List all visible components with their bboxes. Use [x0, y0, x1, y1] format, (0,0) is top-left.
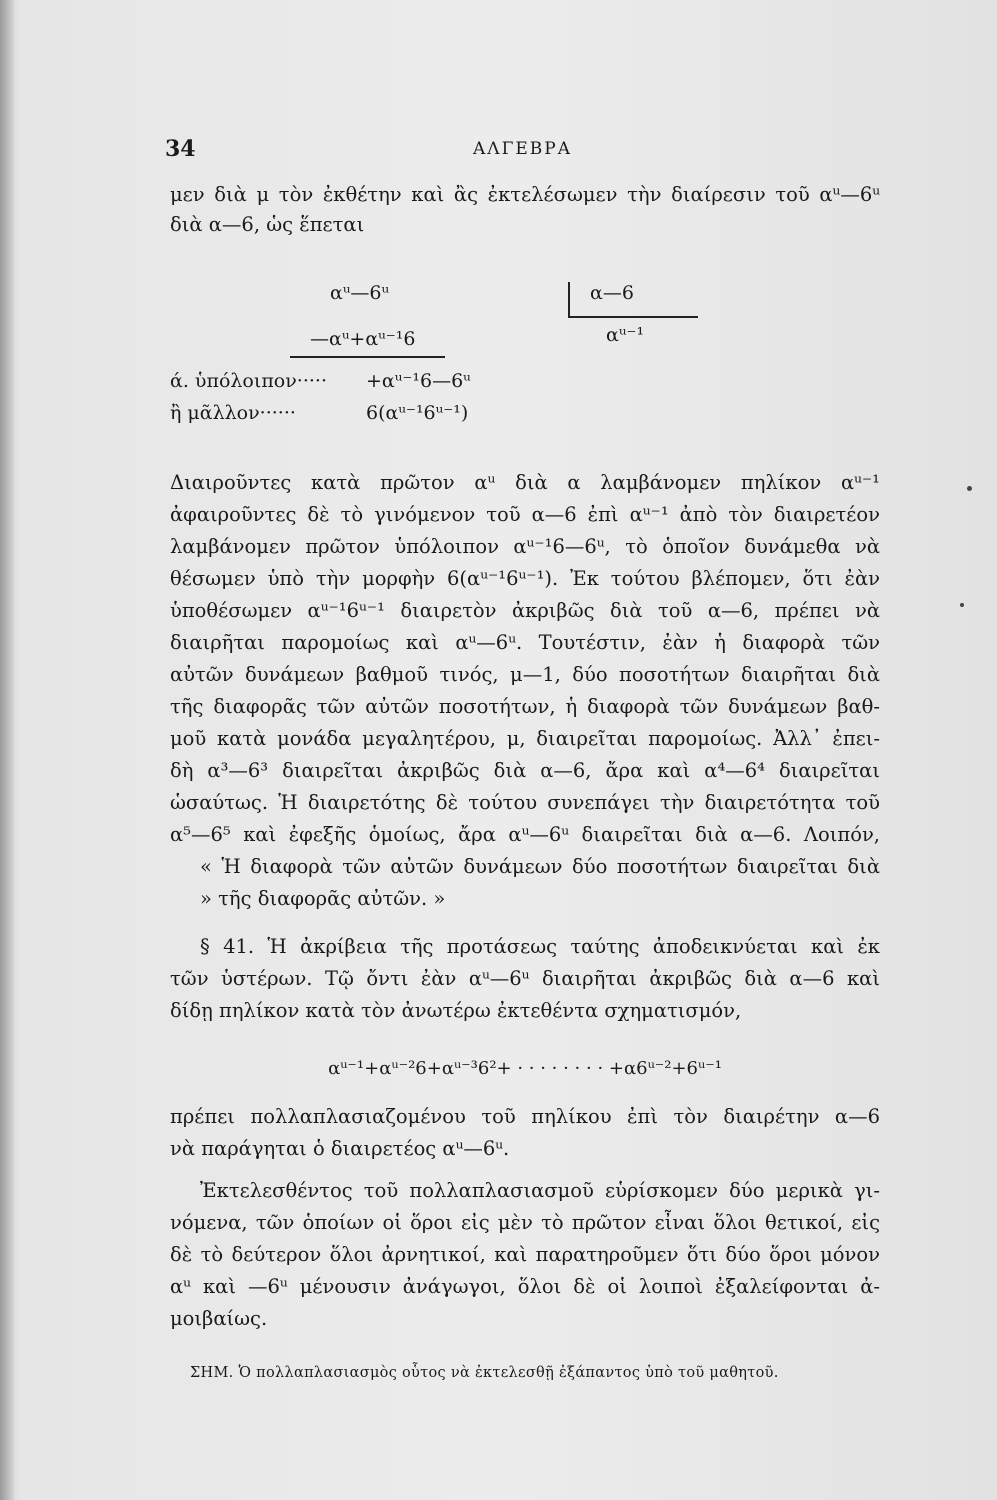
page-number: 34 [165, 136, 196, 162]
divisor-rule [568, 316, 698, 318]
long-division [170, 270, 730, 440]
paragraph-line: ὡσαύτως. Ἡ διαιρετότης δὲ τούτου συνεπάγει τὴν διαιρετότητα τοῦ [170, 791, 880, 814]
paragraph-line: δίδῃ πηλίκον κατὰ τὸν ἀνωτέρω ἐκτεθέντα σχηματισμόν, [170, 999, 742, 1022]
paragraph-line: α⁵—6⁵ καὶ ἐφεξῆς ὁμοίως, ἄρα αᵘ—6ᵘ διαιρεῖται διὰ α—6. Λοιπόν, [170, 823, 880, 846]
rather-expression: 6(αᵘ⁻¹6ᵘ⁻¹) [366, 402, 469, 424]
remainder-label: ά. ὑπόλοιπον····· [170, 370, 327, 392]
intro-line: μεν διὰ μ τὸν ἐκθέτην καὶ ἂς ἐκτελέσωμεν τὴν διαίρεσιν τοῦ αᵘ—6ᵘ [170, 183, 880, 206]
quotient: αᵘ⁻¹ [606, 324, 645, 346]
running-title: ΑΛΓΕΒΡΑ [473, 139, 572, 159]
paragraph-line: πρέπει πολλαπλασιαζομένου τοῦ πηλίκου ἐπὶ τὸν διαιρέτην α—6 [170, 1105, 880, 1128]
paragraph-line: θέσωμεν ὑπὸ τὴν μορφὴν 6(αᵘ⁻¹6ᵘ⁻¹). Ἐκ τούτου βλέπομεν, ὅτι ἐὰν [170, 567, 880, 590]
remainder: +αᵘ⁻¹6—6ᵘ [366, 370, 471, 392]
quotient-formula: αᵘ⁻¹+αᵘ⁻²6+αᵘ⁻³6²+ · · · · · · · · +α6ᵘ⁻²+6ᵘ⁻¹ [328, 1058, 722, 1079]
page-binding-edge [0, 0, 14, 1500]
division-vertical-bar [568, 282, 570, 316]
paragraph-line: μοιβαίως. [170, 1307, 268, 1330]
paragraph-line: τῆς διαφορᾶς τῶν αὐτῶν ποσοτήτων, ἡ διαφορὰ τῶν δυνάμεων βαθ- [170, 695, 880, 718]
quoted-theorem-line: » τῆς διαφορᾶς αὐτῶν. » [200, 887, 446, 910]
ink-speck [967, 486, 972, 491]
paragraph-line: αὐτῶν δυνάμεων βαθμοῦ τινός, μ—1, δύο ποσοτήτων διαιρῆται διὰ [170, 663, 880, 686]
dividend: αᵘ—6ᵘ [330, 282, 390, 304]
ink-speck [960, 603, 964, 607]
subtract-term: —αᵘ+αᵘ⁻¹6 [310, 328, 416, 350]
paragraph-line: δὴ α³—6³ διαιρεῖται ἀκριβῶς διὰ α—6, ἄρα καὶ α⁴—6⁴ διαιρεῖται [170, 759, 880, 782]
divisor: α—6 [590, 282, 634, 304]
paragraph-line: αᵘ καὶ —6ᵘ μένουσιν ἀνάγωγοι, ὅλοι δὲ οἱ λοιποὶ ἐξαλείφονται ἀ- [170, 1275, 880, 1298]
paragraph-line: νόμενα, τῶν ὁποίων οἱ ὅροι εἰς μὲν τὸ πρῶτον εἶναι ὅλοι θετικοί, εἰς [170, 1211, 880, 1234]
paragraph-line: ἀφαιροῦντες δὲ τὸ γινόμενον τοῦ α—6 ἐπὶ αᵘ⁻¹ ἀπὸ τὸν διαιρετέον [170, 503, 880, 526]
paragraph-line: ὑποθέσωμεν αᵘ⁻¹6ᵘ⁻¹ διαιρετὸν ἀκριβῶς διὰ τοῦ α—6, πρέπει νὰ [170, 599, 880, 622]
paragraph-line: Ἐκτελεσθέντος τοῦ πολλαπλασιασμοῦ εὑρίσκομεν δύο μερικὰ γι- [200, 1179, 880, 1202]
intro-line: διὰ α—6, ὡς ἕπεται [170, 213, 365, 236]
section-41-line: § 41. Ἡ ἀκρίβεια τῆς προτάσεως ταύτης ἀποδεικνύεται καὶ ἐκ [200, 935, 880, 958]
paragraph-line: νὰ παράγηται ὁ διαιρετέος αᵘ—6ᵘ. [170, 1137, 510, 1160]
paragraph-line: δὲ τὸ δεύτερον ὅλοι ἀρνητικοί, καὶ παρατηροῦμεν ὅτι δύο ὅροι μόνον [170, 1243, 880, 1266]
paragraph-line: τῶν ὑστέρων. Τῷ ὄντι ἐὰν αᵘ—6ᵘ διαιρῆται ἀκριβῶς διὰ α—6 καὶ [170, 967, 880, 990]
paragraph-line: διαιρῆται παρομοίως καὶ αᵘ—6ᵘ. Τουτέστιν, ἐὰν ἡ διαφορὰ τῶν [170, 631, 880, 654]
paragraph-line: λαμβάνομεν πρῶτον ὑπόλοιπον αᵘ⁻¹6—6ᵘ, τὸ ὁποῖον δυνάμεθα νὰ [170, 535, 880, 558]
footnote: ΣΗΜ. Ὁ πολλαπλασιασμὸς οὗτος νὰ ἐκτελεσθῇ ἐξάπαντος ὑπὸ τοῦ μαθητοῦ. [190, 1365, 779, 1381]
rather-label: ἢ μᾶλλον······ [170, 402, 296, 424]
paragraph-line: Διαιροῦντες κατὰ πρῶτον αᵘ διὰ α λαμβάνομεν πηλίκον αᵘ⁻¹ [170, 471, 880, 494]
paragraph-line: μοῦ κατὰ μονάδα μεγαλητέρου, μ, διαιρεῖται παρομοίως. Ἀλλ᾽ ἐπει- [170, 727, 880, 750]
page-header [165, 136, 880, 166]
quoted-theorem-line: « Ἡ διαφορὰ τῶν αὐτῶν δυνάμεων δύο ποσοτήτων διαιρεῖται διὰ [200, 855, 880, 878]
subtraction-rule [290, 356, 445, 358]
